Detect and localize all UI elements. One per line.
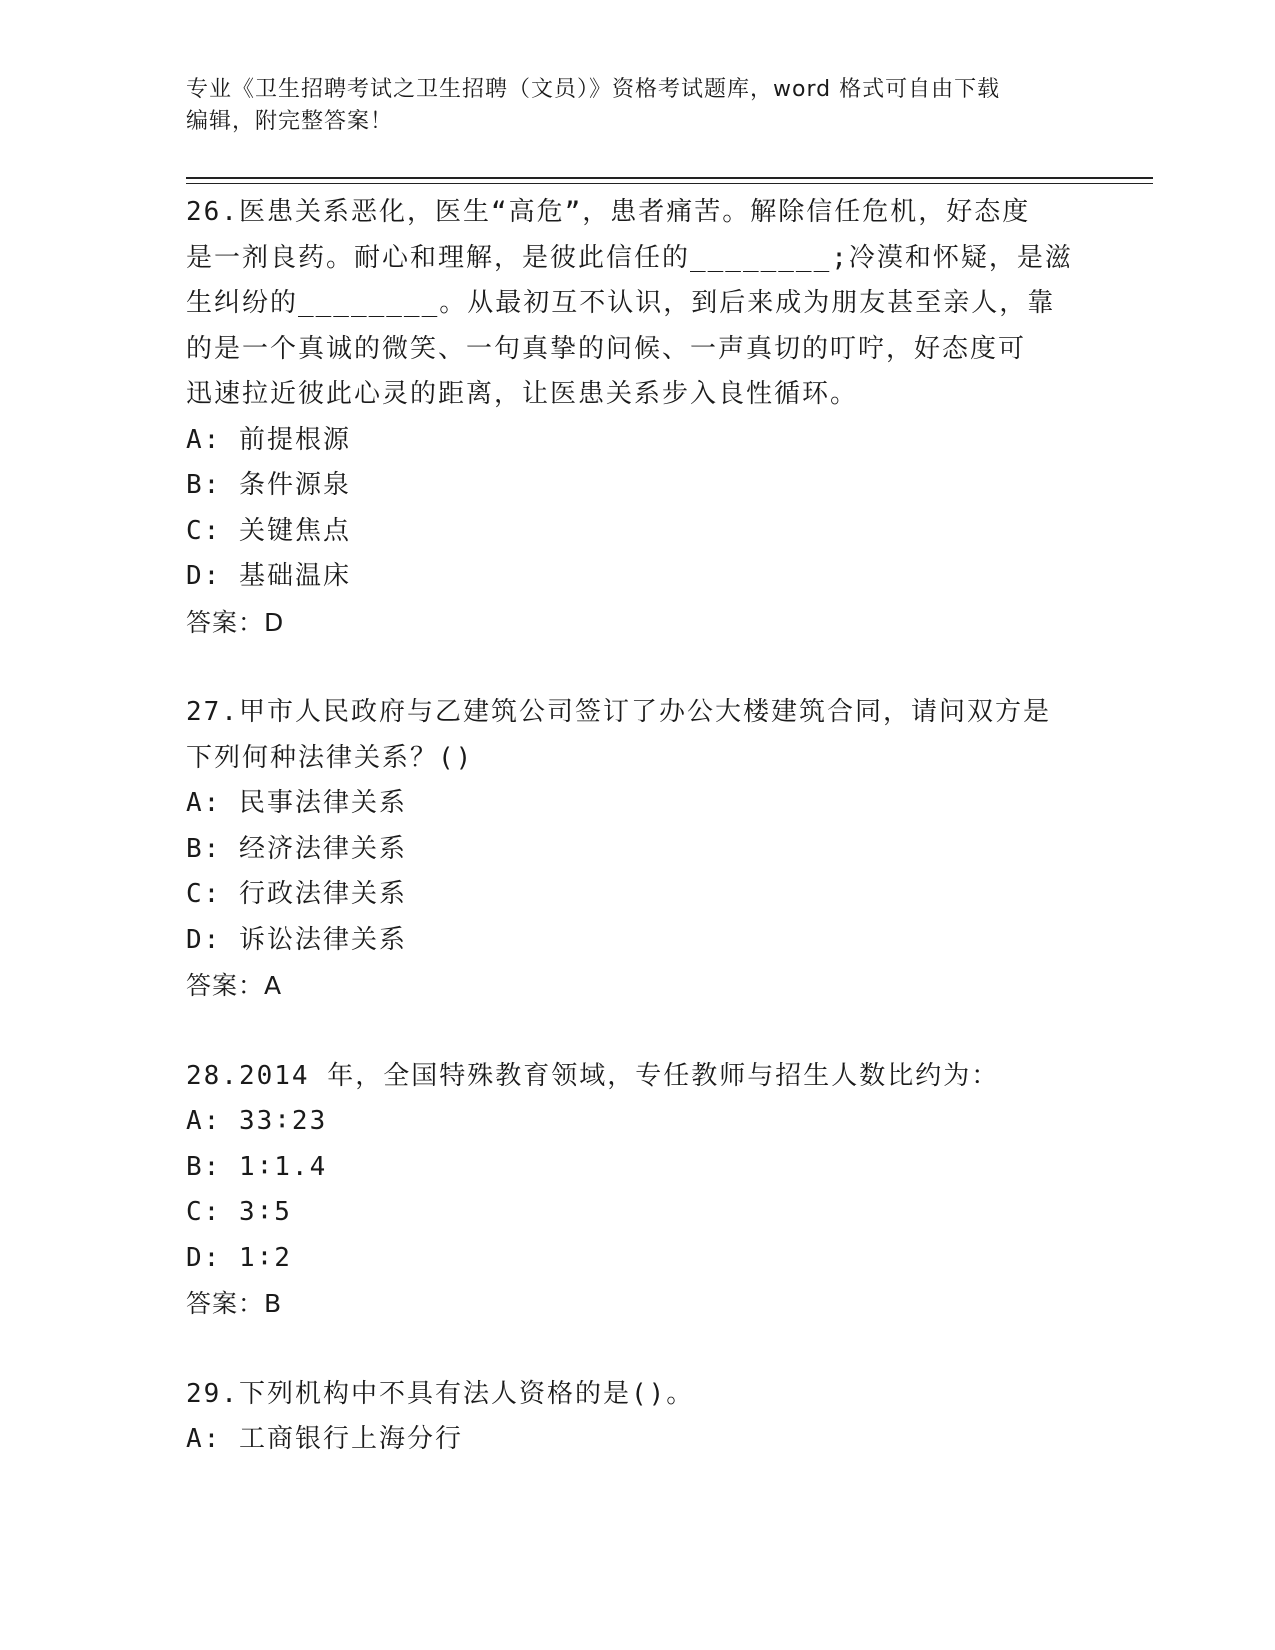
question-stem-line: 生纠纷的________。从最初互不认识，到后来成为朋友甚至亲人，靠: [186, 288, 1056, 318]
question-list: [186, 190, 1086, 1463]
answer-line: 答案：B: [186, 1289, 283, 1318]
option-c: C: 关键焦点: [186, 515, 351, 546]
answer-line: 答案：A: [186, 971, 283, 1000]
question-29: [186, 1372, 1086, 1463]
question-stem-line: 迅速拉近彼此心灵的距离，让医患关系步入良性循环。: [186, 379, 859, 409]
option-d: D: 诉讼法律关系: [186, 924, 407, 955]
question-spacer: [186, 1327, 1086, 1372]
question-spacer: [186, 645, 1086, 690]
question-stem-line: 28.2014 年，全国特殊教育领域，专任教师与招生人数比约为：: [186, 1060, 1000, 1091]
question-spacer: [186, 1009, 1086, 1054]
document-header: [186, 74, 1086, 138]
question-stem-line: 是一剂良药。耐心和理解，是彼此信任的________;冷漠和怀疑，是滋: [186, 242, 1073, 273]
question-stem-line: 26.医患关系恶化，医生“高危”，患者痛苦。解除信任危机，好态度: [186, 197, 1031, 227]
header-divider-thick: [186, 177, 1153, 179]
question-stem-line: 29.下列机构中不具有法人资格的是()。: [186, 1378, 695, 1409]
option-b: B: 经济法律关系: [186, 833, 407, 864]
option-a: A: 工商银行上海分行: [186, 1424, 463, 1454]
question-stem-line: 的是一个真诚的微笑、一句真挚的问候、一声真切的叮咛，好态度可: [186, 333, 1027, 364]
option-d: D: 基础温床: [186, 561, 351, 591]
question-27: [186, 690, 1086, 1009]
option-a: A: 前提根源: [186, 424, 351, 455]
header-line-2: 编辑，附完整答案！: [186, 109, 394, 134]
option-c: C: 3∶5: [186, 1197, 292, 1227]
option-a: A: 33∶23: [186, 1106, 328, 1136]
option-a: A: 民事法律关系: [186, 788, 407, 818]
answer-line: 答案：D: [186, 607, 285, 637]
question-28: [186, 1054, 1086, 1327]
option-c: C: 行政法律关系: [186, 879, 407, 909]
question-stem-line: 下列何种法律关系？(): [186, 742, 474, 773]
option-b: B: 条件源泉: [186, 470, 351, 500]
header-divider-thin: [186, 183, 1153, 184]
question-stem-line: 27.甲市人民政府与乙建筑公司签订了办公大楼建筑合同，请问双方是: [186, 697, 1051, 727]
option-d: D: 1∶2: [186, 1242, 292, 1273]
question-26: [186, 190, 1086, 645]
header-line-1: 专业《卫生招聘考试之卫生招聘（文员）》资格考试题库，word 格式可自由下载: [186, 77, 1001, 102]
option-b: B: 1∶1.4: [186, 1151, 328, 1182]
